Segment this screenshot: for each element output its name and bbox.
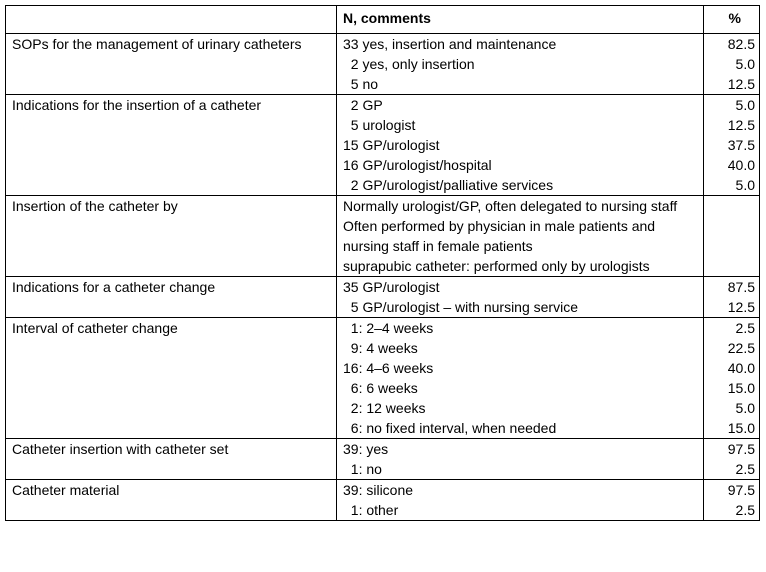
comments-cell: [337, 480, 704, 521]
comment-line: 15 GP/urologist: [343, 137, 440, 153]
comment-line: 2 GP: [343, 97, 383, 113]
percent-value: 15.0: [727, 420, 755, 436]
percent-cell: [704, 318, 760, 439]
table-row: [6, 318, 760, 439]
comment-line: 35 GP/urologist: [343, 279, 440, 295]
row-label: Insertion of the catheter by: [6, 196, 337, 277]
comments-cell: [337, 34, 704, 95]
row-label: SOPs for the management of urinary catheters: [6, 34, 337, 95]
comment-line: 16 GP/urologist/hospital: [343, 157, 492, 173]
survey-results-table: [5, 5, 760, 521]
comments-cell: [337, 277, 704, 318]
table-body: [6, 34, 760, 521]
percent-cell: [704, 95, 760, 196]
comment-line: 39: yes: [343, 441, 389, 457]
percent-value: 97.5: [727, 482, 755, 498]
percent-value: 5.0: [735, 177, 755, 193]
row-label: Indications for a catheter change: [6, 277, 337, 318]
comment-line: 1: other: [343, 502, 399, 518]
comments-cell: [337, 318, 704, 439]
percent-value: 12.5: [727, 117, 755, 133]
comment-line: 33 yes, insertion and maintenance: [343, 36, 557, 52]
comment-line: 1: 2–4 weeks: [343, 320, 434, 336]
comment-line: 2 yes, only insertion: [343, 56, 475, 72]
comments-cell: [337, 95, 704, 196]
comment-line: 1: no: [343, 461, 382, 477]
table-row: [6, 95, 760, 196]
header-n-comments: N, comments: [337, 6, 704, 34]
comment-line: 2 GP/urologist/palliative services: [343, 177, 554, 193]
percent-value: 5.0: [735, 97, 755, 113]
comment-line: 2: 12 weeks: [343, 400, 426, 416]
table-row: [6, 196, 760, 277]
row-label: Interval of catheter change: [6, 318, 337, 439]
row-label: Catheter material: [6, 480, 337, 521]
percent-value: 40.0: [727, 157, 755, 173]
percent-cell: [704, 34, 760, 95]
comment-line: 6: no fixed interval, when needed: [343, 420, 557, 436]
comment-line: 5 urologist: [343, 117, 416, 133]
percent-value: 87.5: [727, 279, 755, 295]
comment-line: Normally urologist/GP, often delegated to nursing staff: [343, 198, 678, 214]
comment-line: Often performed by physician in male patients and nursing staff in female patients: [343, 218, 656, 254]
percent-value: 37.5: [727, 137, 755, 153]
comments-cell: [337, 439, 704, 480]
header-percent: %: [704, 6, 760, 34]
percent-value: 97.5: [727, 441, 755, 457]
comment-line: 9: 4 weeks: [343, 340, 418, 356]
percent-cell: [704, 439, 760, 480]
comment-line: 39: silicone: [343, 482, 414, 498]
percent-value: 12.5: [727, 76, 755, 92]
row-label: Catheter insertion with catheter set: [6, 439, 337, 480]
percent-cell: [704, 277, 760, 318]
percent-value: 22.5: [727, 340, 755, 356]
comment-line: suprapubic catheter: performed only by urologists: [343, 258, 650, 274]
comment-line: 5 no: [343, 76, 379, 92]
percent-value: 5.0: [735, 400, 755, 416]
percent-value: 2.5: [735, 502, 755, 518]
table-row: [6, 480, 760, 521]
table-row: [6, 439, 760, 480]
header-row: [6, 6, 760, 34]
percent-value: 2.5: [735, 461, 755, 477]
comment-line: 5 GP/urologist – with nursing service: [343, 299, 578, 315]
table-row: [6, 277, 760, 318]
comments-cell: [337, 196, 704, 277]
comment-line: 16: 4–6 weeks: [343, 360, 434, 376]
percent-value: 82.5: [727, 36, 755, 52]
percent-value: 12.5: [727, 299, 755, 315]
percent-value: 5.0: [735, 56, 755, 72]
table-row: [6, 34, 760, 95]
comment-line: 6: 6 weeks: [343, 380, 418, 396]
percent-value: 15.0: [727, 380, 755, 396]
percent-value: 2.5: [735, 320, 755, 336]
percent-cell: [704, 196, 760, 277]
percent-cell: [704, 480, 760, 521]
percent-value: 40.0: [727, 360, 755, 376]
header-item: [6, 6, 337, 34]
row-label: Indications for the insertion of a catheter: [6, 95, 337, 196]
